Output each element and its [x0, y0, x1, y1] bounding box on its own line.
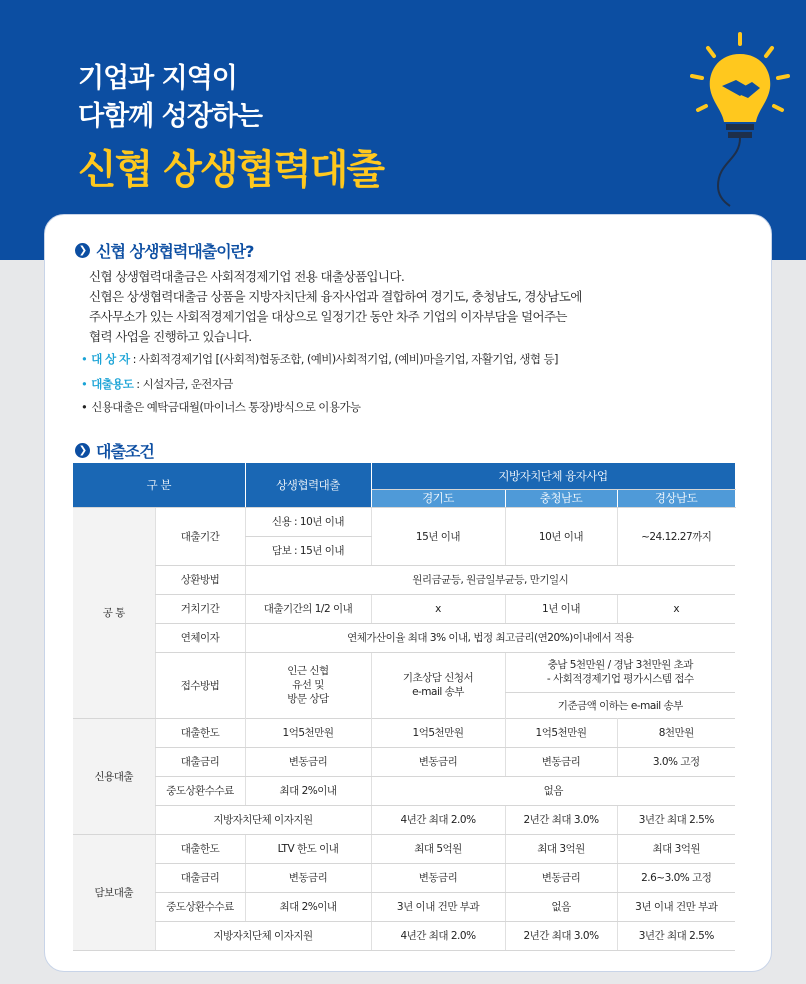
table-cell: 담보 : 15년 이내 — [245, 536, 371, 565]
table-cell: 기초상담 신청서 e-mail 송부 — [371, 652, 505, 718]
bullet-usage: • 대출용도 : 시설자금, 운전자금 — [81, 377, 233, 391]
table-cell: 2.6~3.0% 고정 — [617, 863, 735, 892]
header-local: 지방자치단체 융자사업 — [371, 463, 735, 489]
group-secured: 담보대출 — [73, 834, 155, 950]
content-card — [44, 214, 772, 972]
table-cell: 변동금리 — [505, 747, 617, 776]
table-cell: 연체가산이율 최대 3% 이내, 법정 최고금리(연20%)이내에서 적용 — [245, 623, 735, 652]
table-cell: 3.0% 고정 — [617, 747, 735, 776]
table-cell: 충남 5천만원 / 경남 3천만원 초과 - 사회적경제기업 평가시스템 접수 — [505, 652, 735, 692]
bullet-target: • 대 상 자 : 사회적경제기업 [(사회적)협동조합, (예비)사회적기업, (예비)마을기업, 자활기업, 생협 등] — [81, 352, 558, 366]
row-overdue: 연체이자 — [155, 623, 245, 652]
table-cell: 지방자치단체 이자지원 — [155, 921, 371, 950]
row-apply: 접수방법 — [155, 652, 245, 718]
table-cell: 변동금리 — [371, 863, 505, 892]
row-repay: 상환방법 — [155, 565, 245, 594]
header-gyeongnam: 경상남도 — [617, 489, 735, 507]
table-cell: 4년간 최대 2.0% — [371, 805, 505, 834]
intro-text: 신협 상생협력대출금은 사회적경제기업 전용 대출상품입니다. 신협은 상생협력대출금 상품을 지방자치단체 융자사업과 결합하여 경기도, 충청남도, 경상남도에 주사무소가 있는 사회적경제기업을 대상으로 일정기간 동안 차주 기업의 이자부담을 덜어주는 협력 사업을 진행하고 있습니다. — [89, 269, 582, 344]
table-cell: 변동금리 — [371, 747, 505, 776]
table-cell: 1억5천만원 — [505, 718, 617, 747]
group-credit: 신용대출 — [73, 718, 155, 834]
chevron-circle-icon: ❯ — [75, 243, 90, 258]
row-period: 대출기간 — [155, 507, 245, 565]
table-cell: 대출금리 — [155, 863, 245, 892]
table-cell: 4년간 최대 2.0% — [371, 921, 505, 950]
table-cell: 대출한도 — [155, 834, 245, 863]
table-cell: 원리금균등, 원금일부균등, 만기일시 — [245, 565, 735, 594]
table-cell: 없음 — [505, 892, 617, 921]
hero-line2: 다함께 성장하는 — [78, 101, 262, 132]
lightbulb-handshake-icon — [678, 30, 798, 210]
table-cell: 최대 5억원 — [371, 834, 505, 863]
header-loan: 상생협력대출 — [245, 463, 371, 507]
chevron-circle-icon: ❯ — [75, 443, 90, 458]
table-cell: 8천만원 — [617, 718, 735, 747]
hero-title: 신협 상생협력대출 — [78, 147, 384, 193]
loan-conditions-table — [73, 463, 736, 951]
section-heading-intro: ❯ 신협 상생협력대출이란? — [75, 239, 253, 262]
header-gyeonggi: 경기도 — [371, 489, 505, 507]
hero-line1: 기업과 지역이 — [78, 63, 237, 94]
table-cell: 신용 : 10년 이내 — [245, 507, 371, 536]
table-cell: 중도상환수수료 — [155, 776, 245, 805]
section-heading-conditions: ❯ 대출조건 — [75, 439, 154, 462]
table-cell: 지방자치단체 이자지원 — [155, 805, 371, 834]
table-cell: x — [617, 594, 735, 623]
table-cell: 15년 이내 — [371, 507, 505, 565]
table-cell: 최대 2%이내 — [245, 892, 371, 921]
table-cell: 3년간 최대 2.5% — [617, 805, 735, 834]
table-cell: 3년간 최대 2.5% — [617, 921, 735, 950]
table-cell: 대출한도 — [155, 718, 245, 747]
table-cell: LTV 한도 이내 — [245, 834, 371, 863]
table-cell: 2년간 최대 3.0% — [505, 921, 617, 950]
table-cell: 최대 2%이내 — [245, 776, 371, 805]
table-cell: 대출금리 — [155, 747, 245, 776]
table-cell: 최대 3억원 — [505, 834, 617, 863]
table-cell: 중도상환수수료 — [155, 892, 245, 921]
table-cell: ~24.12.27까지 — [617, 507, 735, 565]
table-cell: 최대 3억원 — [617, 834, 735, 863]
header-chungnam: 충청남도 — [505, 489, 617, 507]
table-cell: 1억5천만원 — [245, 718, 371, 747]
table-cell: 2년간 최대 3.0% — [505, 805, 617, 834]
table-cell: 변동금리 — [505, 863, 617, 892]
table-cell: 없음 — [371, 776, 735, 805]
table-cell: 1억5천만원 — [371, 718, 505, 747]
table-cell: 3년 이내 건만 부과 — [371, 892, 505, 921]
table-cell: 10년 이내 — [505, 507, 617, 565]
table-cell: 인근 신협 유선 및 방문 상담 — [245, 652, 371, 718]
table-cell: 기준금액 이하는 e-mail 송부 — [505, 692, 735, 718]
row-grace: 거치기간 — [155, 594, 245, 623]
table-cell: 3년 이내 건만 부과 — [617, 892, 735, 921]
bullet-credit: • 신용대출은 예탁금대월(마이너스 통장)방식으로 이용가능 — [81, 400, 361, 414]
table-cell: 변동금리 — [245, 747, 371, 776]
table-cell: 1년 이내 — [505, 594, 617, 623]
group-common: 공 통 — [73, 507, 155, 718]
table-cell: x — [371, 594, 505, 623]
table-cell: 변동금리 — [245, 863, 371, 892]
table-cell: 대출기간의 1/2 이내 — [245, 594, 371, 623]
header-gubun: 구 분 — [73, 463, 245, 507]
